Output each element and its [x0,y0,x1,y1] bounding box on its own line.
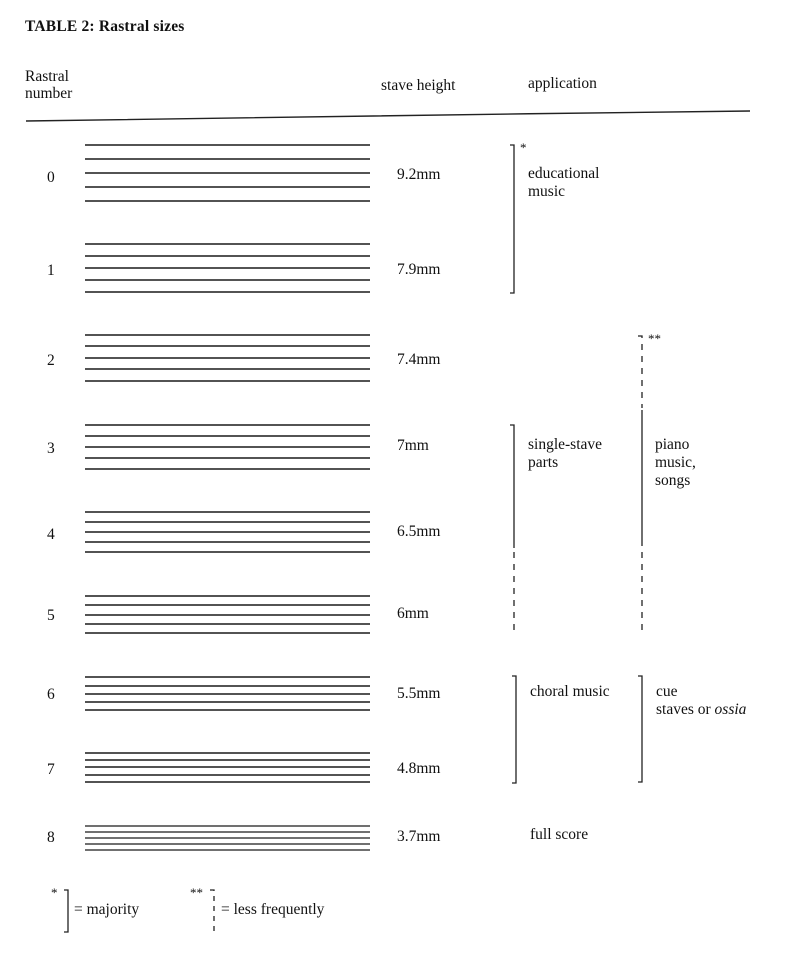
legend-less-star: ** [190,885,203,900]
bracket-choral [512,676,516,783]
legend-majority-text: = majority [74,901,140,918]
stave-height-value: 6mm [397,605,429,622]
stave-rastral-0 [85,145,370,201]
rastral-number: 4 [47,526,55,543]
legend-less-text: = less frequently [221,901,325,918]
header-application: application [528,75,597,92]
stave-height-value: 6.5mm [397,523,441,540]
rastral-number: 3 [47,440,55,457]
bracket-single-stave [510,425,514,548]
application-cue: cue staves or ossia [656,683,747,718]
stave-height-value: 5.5mm [397,685,441,702]
stave-rastral-7 [85,753,370,782]
stave-rastral-4 [85,512,370,552]
header-stave-height: stave height [381,77,456,94]
stave-height-value: 4.8mm [397,760,441,777]
majority-mark: * [520,140,527,155]
rastral-number: 6 [47,686,55,703]
application-single-stave: single-stave parts [528,436,603,471]
bracket-piano-top-dashed [638,336,642,408]
rastral-number: 7 [47,761,55,778]
stave-height-value: 7mm [397,437,429,454]
table-title: TABLE 2: Rastral sizes [25,18,185,35]
legend-bracket-solid [64,890,68,932]
rastral-number: 1 [47,262,55,279]
stave-rastral-2 [85,335,370,381]
header-rastral-line2: number [25,85,73,102]
bracket-educational [510,145,514,293]
rastral-number: 2 [47,352,55,369]
header-rastral-line1: Rastral [25,68,69,85]
rastral-number: 0 [47,169,55,186]
stave-height-value: 7.4mm [397,351,441,368]
stave-rastral-5 [85,596,370,633]
rastral-number: 8 [47,829,55,846]
rastral-number: 5 [47,607,55,624]
bracket-cue [638,676,642,782]
legend-bracket-dashed [210,890,214,932]
application-full-score: full score [530,826,589,843]
bracket-single-stave-dashed [510,552,514,632]
stave-height-value: 7.9mm [397,261,441,278]
bracket-piano-bottom-dashed [638,552,642,632]
ossia-italic: ossia [714,701,747,718]
stave-rastral-1 [85,244,370,292]
legend-majority-star: * [51,885,58,900]
stave-rastral-8 [85,826,370,850]
stave-height-value: 9.2mm [397,166,441,183]
stave-height-value: 3.7mm [397,828,441,845]
stave-rastral-6 [85,677,370,710]
less-frequently-mark: ** [648,331,661,346]
application-educational: educational music [528,165,600,200]
header-rule [26,111,750,121]
application-choral: choral music [530,683,610,700]
stave-rastral-3 [85,425,370,469]
application-piano: piano music, songs [655,436,696,489]
